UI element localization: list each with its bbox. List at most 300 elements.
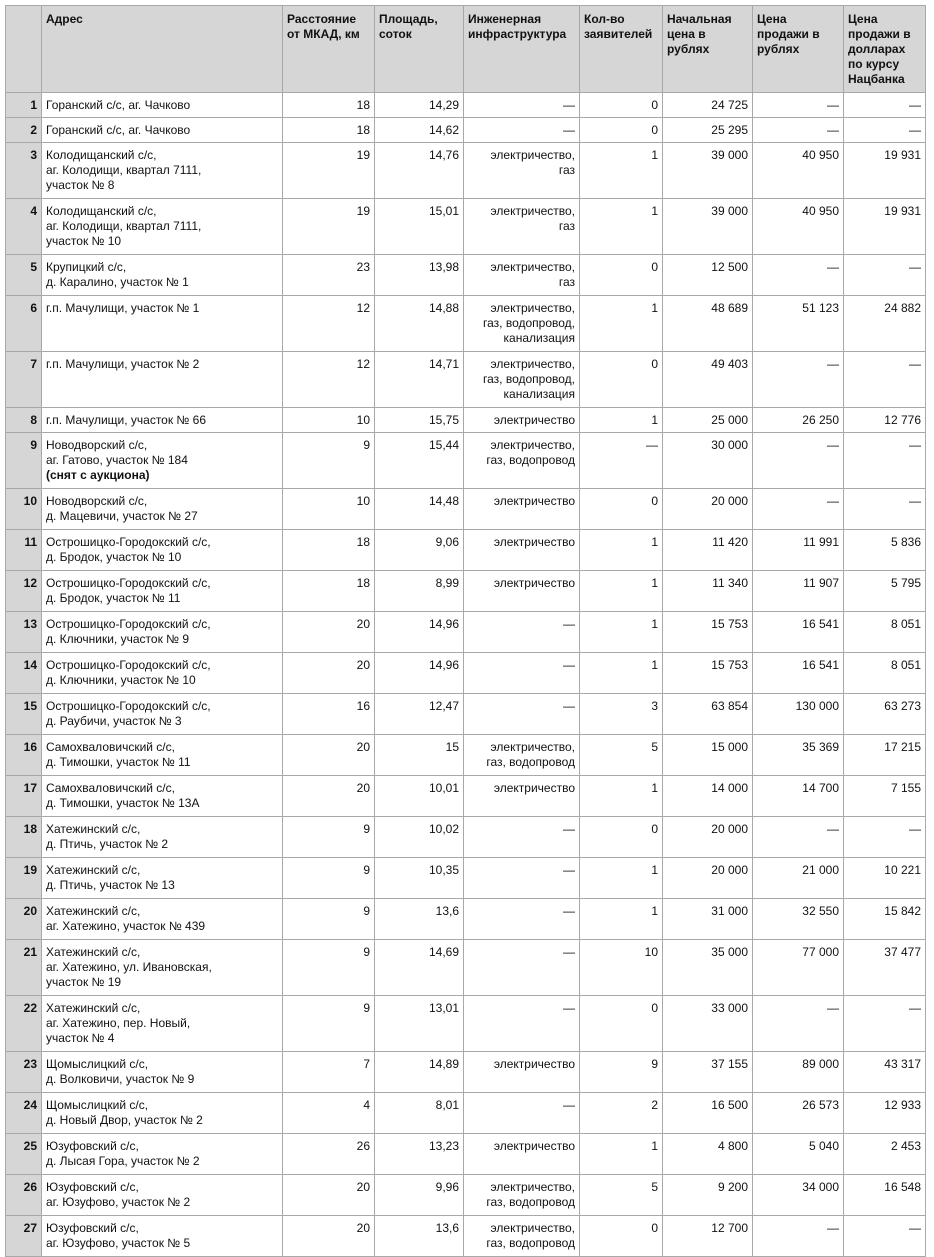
sale-price-byn-cell: 32 550 <box>753 899 844 940</box>
applicants-cell: 2 <box>580 1093 663 1134</box>
sale-price-byn-cell: 89 000 <box>753 1052 844 1093</box>
address-cell <box>42 199 283 255</box>
address-line: д. Новый Двор, участок № 2 <box>46 1113 203 1127</box>
applicants-cell: — <box>580 433 663 489</box>
sale-price-usd-cell: — <box>844 1216 926 1257</box>
sale-price-usd-cell: 8 051 <box>844 653 926 694</box>
start-price-cell: 49 403 <box>663 352 753 408</box>
distance-cell: 20 <box>283 653 375 694</box>
distance-cell: 9 <box>283 940 375 996</box>
header-sale-price-byn: Цена продажи в рублях <box>753 6 844 93</box>
table-row <box>6 1093 926 1134</box>
infrastructure-cell <box>464 899 580 940</box>
infrastructure-line: газ, водопровод <box>486 453 575 467</box>
applicants-cell: 1 <box>580 899 663 940</box>
applicants-cell: 0 <box>580 996 663 1052</box>
table-row <box>6 1175 926 1216</box>
address-line: Хатежинский с/с, <box>46 1001 141 1015</box>
table-row <box>6 996 926 1052</box>
row-index: 17 <box>6 776 42 817</box>
sale-price-byn-cell: 11 991 <box>753 530 844 571</box>
address-cell <box>42 694 283 735</box>
infrastructure-line: — <box>563 945 575 959</box>
address-line: г.п. Мачулищи, участок № 1 <box>46 301 200 315</box>
infrastructure-line: электричество <box>493 413 575 427</box>
table-row <box>6 776 926 817</box>
address-cell <box>42 433 283 489</box>
address-line: д. Тимошки, участок № 13А <box>46 796 200 810</box>
infrastructure-line: электричество <box>493 576 575 590</box>
sale-price-byn-cell: 35 369 <box>753 735 844 776</box>
start-price-cell: 14 000 <box>663 776 753 817</box>
row-index: 23 <box>6 1052 42 1093</box>
start-price-cell: 39 000 <box>663 199 753 255</box>
infrastructure-line: газ, водопровод <box>486 1195 575 1209</box>
address-cell <box>42 612 283 653</box>
row-index: 25 <box>6 1134 42 1175</box>
applicants-cell: 1 <box>580 858 663 899</box>
table-row <box>6 352 926 408</box>
applicants-cell: 1 <box>580 143 663 199</box>
table-row <box>6 1052 926 1093</box>
area-cell: 10,02 <box>375 817 464 858</box>
area-cell: 15 <box>375 735 464 776</box>
address-line: Юзуфовский с/с, <box>46 1139 139 1153</box>
start-price-cell: 4 800 <box>663 1134 753 1175</box>
header-area: Площадь, соток <box>375 6 464 93</box>
area-cell: 10,01 <box>375 776 464 817</box>
area-cell: 10,35 <box>375 858 464 899</box>
address-line: д. Бродок, участок № 11 <box>46 591 181 605</box>
infrastructure-cell <box>464 735 580 776</box>
address-cell <box>42 996 283 1052</box>
distance-cell: 26 <box>283 1134 375 1175</box>
table-row <box>6 296 926 352</box>
address-line: участок № 10 <box>46 234 122 248</box>
applicants-cell: 0 <box>580 1216 663 1257</box>
table-row <box>6 653 926 694</box>
sale-price-usd-cell: 63 273 <box>844 694 926 735</box>
sale-price-usd-cell: 7 155 <box>844 776 926 817</box>
infrastructure-cell <box>464 1052 580 1093</box>
row-index: 2 <box>6 118 42 143</box>
infrastructure-line: электричество <box>493 1057 575 1071</box>
infrastructure-line: электричество, <box>490 1180 575 1194</box>
infrastructure-line: — <box>563 98 575 112</box>
table-row <box>6 255 926 296</box>
header-distance: Расстояние от МКАД, км <box>283 6 375 93</box>
applicants-cell: 0 <box>580 817 663 858</box>
table-header <box>6 6 926 93</box>
start-price-cell: 39 000 <box>663 143 753 199</box>
address-line: аг. Хатежино, пер. Новый, <box>46 1016 191 1030</box>
sale-price-usd-cell: 10 221 <box>844 858 926 899</box>
distance-cell: 9 <box>283 996 375 1052</box>
table-row <box>6 489 926 530</box>
infrastructure-line: — <box>563 617 575 631</box>
infrastructure-line: электричество, <box>490 357 575 371</box>
applicants-cell: 1 <box>580 776 663 817</box>
address-line: аг. Хатежино, участок № 439 <box>46 919 206 933</box>
address-line: участок № 19 <box>46 975 122 989</box>
address-line: д. Мацевичи, участок № 27 <box>46 509 198 523</box>
row-index: 11 <box>6 530 42 571</box>
sale-price-byn-cell: — <box>753 996 844 1052</box>
applicants-cell: 0 <box>580 489 663 530</box>
table-row <box>6 433 926 489</box>
address-line: Горанский с/с, аг. Чачково <box>46 123 191 137</box>
table-row <box>6 93 926 118</box>
start-price-cell: 25 000 <box>663 408 753 433</box>
address-cell <box>42 530 283 571</box>
address-cell <box>42 93 283 118</box>
infrastructure-cell <box>464 296 580 352</box>
header-start-price: Начальная цена в рублях <box>663 6 753 93</box>
infrastructure-line: электричество, <box>490 148 575 162</box>
sale-price-byn-cell: — <box>753 93 844 118</box>
address-line: Юзуфовский с/с, <box>46 1221 139 1235</box>
area-cell: 12,47 <box>375 694 464 735</box>
applicants-cell: 0 <box>580 93 663 118</box>
address-cell <box>42 653 283 694</box>
distance-cell: 23 <box>283 255 375 296</box>
address-cell <box>42 940 283 996</box>
area-cell: 13,6 <box>375 1216 464 1257</box>
sale-price-usd-cell: 15 842 <box>844 899 926 940</box>
sale-price-byn-cell: 40 950 <box>753 143 844 199</box>
address-cell <box>42 1216 283 1257</box>
infrastructure-line: газ, водопровод, <box>483 372 575 386</box>
table-row <box>6 199 926 255</box>
land-auction-table <box>5 5 926 1257</box>
distance-cell: 9 <box>283 433 375 489</box>
sale-price-byn-cell: 16 541 <box>753 653 844 694</box>
address-line: г.п. Мачулищи, участок № 66 <box>46 413 206 427</box>
address-line: д. Лысая Гора, участок № 2 <box>46 1154 200 1168</box>
address-line: Самохваловичский с/с, <box>46 740 175 754</box>
sale-price-usd-cell: 16 548 <box>844 1175 926 1216</box>
address-cell <box>42 255 283 296</box>
address-line: Колодищанский с/с, <box>46 148 157 162</box>
sale-price-usd-cell: — <box>844 255 926 296</box>
address-note: (снят с аукциона) <box>46 468 150 482</box>
row-index: 18 <box>6 817 42 858</box>
distance-cell: 10 <box>283 408 375 433</box>
address-cell <box>42 776 283 817</box>
infrastructure-line: — <box>563 904 575 918</box>
table-row <box>6 899 926 940</box>
infrastructure-line: электричество, <box>490 301 575 315</box>
row-index: 21 <box>6 940 42 996</box>
row-index: 16 <box>6 735 42 776</box>
address-line: участок № 4 <box>46 1031 115 1045</box>
area-cell: 14,29 <box>375 93 464 118</box>
applicants-cell: 1 <box>580 1134 663 1175</box>
infrastructure-line: газ, водопровод <box>486 1236 575 1250</box>
area-cell: 14,96 <box>375 653 464 694</box>
area-cell: 13,98 <box>375 255 464 296</box>
address-line: Хатежинский с/с, <box>46 863 141 877</box>
header-infrastructure: Инженерная инфраструктура <box>464 6 580 93</box>
start-price-cell: 9 200 <box>663 1175 753 1216</box>
address-line: Хатежинский с/с, <box>46 945 141 959</box>
infrastructure-cell <box>464 489 580 530</box>
sale-price-usd-cell: 12 776 <box>844 408 926 433</box>
address-cell <box>42 489 283 530</box>
area-cell: 14,89 <box>375 1052 464 1093</box>
table-row <box>6 571 926 612</box>
address-cell <box>42 296 283 352</box>
row-index: 9 <box>6 433 42 489</box>
row-index: 12 <box>6 571 42 612</box>
sale-price-usd-cell: 17 215 <box>844 735 926 776</box>
infrastructure-cell <box>464 612 580 653</box>
start-price-cell: 11 420 <box>663 530 753 571</box>
infrastructure-cell <box>464 93 580 118</box>
table-row <box>6 735 926 776</box>
infrastructure-line: — <box>563 863 575 877</box>
row-index: 15 <box>6 694 42 735</box>
sale-price-usd-cell: — <box>844 489 926 530</box>
infrastructure-line: электричество, <box>490 260 575 274</box>
address-cell <box>42 143 283 199</box>
address-line: д. Бродок, участок № 10 <box>46 550 182 564</box>
table-row <box>6 408 926 433</box>
address-cell <box>42 352 283 408</box>
infrastructure-cell <box>464 199 580 255</box>
sale-price-usd-cell: 43 317 <box>844 1052 926 1093</box>
start-price-cell: 33 000 <box>663 996 753 1052</box>
start-price-cell: 20 000 <box>663 489 753 530</box>
sale-price-byn-cell: — <box>753 489 844 530</box>
distance-cell: 18 <box>283 571 375 612</box>
sale-price-usd-cell: 19 931 <box>844 199 926 255</box>
address-cell <box>42 571 283 612</box>
sale-price-usd-cell: — <box>844 118 926 143</box>
distance-cell: 20 <box>283 776 375 817</box>
infrastructure-line: канализация <box>503 387 575 401</box>
applicants-cell: 1 <box>580 408 663 433</box>
address-line: д. Волковичи, участок № 9 <box>46 1072 195 1086</box>
table-row <box>6 858 926 899</box>
address-line: д. Тимошки, участок № 11 <box>46 755 191 769</box>
start-price-cell: 24 725 <box>663 93 753 118</box>
table-row <box>6 1216 926 1257</box>
area-cell: 9,06 <box>375 530 464 571</box>
sale-price-usd-cell: — <box>844 352 926 408</box>
address-cell <box>42 1134 283 1175</box>
address-line: д. Каралино, участок № 1 <box>46 275 189 289</box>
distance-cell: 18 <box>283 93 375 118</box>
infrastructure-cell <box>464 408 580 433</box>
address-line: Колодищанский с/с, <box>46 204 157 218</box>
address-line: Острошицко-Городокский с/с, <box>46 576 211 590</box>
area-cell: 15,01 <box>375 199 464 255</box>
area-cell: 14,96 <box>375 612 464 653</box>
applicants-cell: 9 <box>580 1052 663 1093</box>
area-cell: 15,44 <box>375 433 464 489</box>
start-price-cell: 30 000 <box>663 433 753 489</box>
sale-price-byn-cell: 5 040 <box>753 1134 844 1175</box>
sale-price-byn-cell: 26 573 <box>753 1093 844 1134</box>
address-line: Горанский с/с, аг. Чачково <box>46 98 191 112</box>
infrastructure-line: газ, водопровод <box>486 755 575 769</box>
infrastructure-line: электричество <box>493 494 575 508</box>
sale-price-byn-cell: 77 000 <box>753 940 844 996</box>
table-row <box>6 817 926 858</box>
address-line: аг. Хатежино, ул. Ивановская, <box>46 960 212 974</box>
start-price-cell: 12 700 <box>663 1216 753 1257</box>
area-cell: 14,88 <box>375 296 464 352</box>
area-cell: 14,62 <box>375 118 464 143</box>
infrastructure-line: электричество, <box>490 740 575 754</box>
infrastructure-line: газ, водопровод, <box>483 316 575 330</box>
row-index: 5 <box>6 255 42 296</box>
address-line: аг. Юзуфово, участок № 2 <box>46 1195 191 1209</box>
applicants-cell: 1 <box>580 612 663 653</box>
address-line: Острошицко-Городокский с/с, <box>46 658 211 672</box>
infrastructure-cell <box>464 433 580 489</box>
distance-cell: 19 <box>283 143 375 199</box>
address-line: Хатежинский с/с, <box>46 822 141 836</box>
infrastructure-line: — <box>563 1001 575 1015</box>
sale-price-byn-cell: — <box>753 1216 844 1257</box>
applicants-cell: 0 <box>580 352 663 408</box>
area-cell: 14,48 <box>375 489 464 530</box>
sale-price-usd-cell: 2 453 <box>844 1134 926 1175</box>
infrastructure-cell <box>464 255 580 296</box>
applicants-cell: 10 <box>580 940 663 996</box>
start-price-cell: 20 000 <box>663 858 753 899</box>
start-price-cell: 20 000 <box>663 817 753 858</box>
address-line: Щомыслицкий с/с, <box>46 1057 149 1071</box>
infrastructure-cell <box>464 776 580 817</box>
infrastructure-cell <box>464 143 580 199</box>
sale-price-usd-cell: — <box>844 93 926 118</box>
applicants-cell: 1 <box>580 571 663 612</box>
row-index: 3 <box>6 143 42 199</box>
row-index: 27 <box>6 1216 42 1257</box>
area-cell: 13,23 <box>375 1134 464 1175</box>
table-row <box>6 612 926 653</box>
applicants-cell: 1 <box>580 296 663 352</box>
sale-price-byn-cell: 21 000 <box>753 858 844 899</box>
infrastructure-cell <box>464 996 580 1052</box>
applicants-cell: 1 <box>580 653 663 694</box>
row-index: 19 <box>6 858 42 899</box>
address-line: Острошицко-Городокский с/с, <box>46 699 211 713</box>
address-line: д. Ключники, участок № 10 <box>46 673 196 687</box>
address-cell <box>42 1052 283 1093</box>
infrastructure-cell <box>464 530 580 571</box>
sale-price-byn-cell: 40 950 <box>753 199 844 255</box>
distance-cell: 9 <box>283 817 375 858</box>
sale-price-usd-cell: 19 931 <box>844 143 926 199</box>
infrastructure-line: электричество <box>493 1139 575 1153</box>
infrastructure-line: газ <box>558 275 575 289</box>
address-line: д. Ключники, участок № 9 <box>46 632 190 646</box>
start-price-cell: 12 500 <box>663 255 753 296</box>
sale-price-usd-cell: — <box>844 996 926 1052</box>
distance-cell: 20 <box>283 1175 375 1216</box>
address-cell <box>42 1093 283 1134</box>
infrastructure-cell <box>464 1093 580 1134</box>
address-cell <box>42 858 283 899</box>
table-row <box>6 143 926 199</box>
table-row <box>6 694 926 735</box>
sale-price-byn-cell: 34 000 <box>753 1175 844 1216</box>
address-line: аг. Колодищи, квартал 7111, <box>46 219 202 233</box>
area-cell: 9,96 <box>375 1175 464 1216</box>
sale-price-usd-cell: 8 051 <box>844 612 926 653</box>
start-price-cell: 48 689 <box>663 296 753 352</box>
sale-price-usd-cell: — <box>844 817 926 858</box>
start-price-cell: 11 340 <box>663 571 753 612</box>
address-line: д. Птичь, участок № 2 <box>46 837 169 851</box>
applicants-cell: 5 <box>580 1175 663 1216</box>
area-cell: 8,01 <box>375 1093 464 1134</box>
start-price-cell: 35 000 <box>663 940 753 996</box>
infrastructure-line: электричество <box>493 781 575 795</box>
infrastructure-line: электричество, <box>490 438 575 452</box>
infrastructure-line: — <box>563 1098 575 1112</box>
area-cell: 15,75 <box>375 408 464 433</box>
distance-cell: 20 <box>283 735 375 776</box>
header-index <box>6 6 42 93</box>
row-index: 26 <box>6 1175 42 1216</box>
distance-cell: 10 <box>283 489 375 530</box>
sale-price-byn-cell: — <box>753 433 844 489</box>
address-line: Хатежинский с/с, <box>46 904 141 918</box>
start-price-cell: 37 155 <box>663 1052 753 1093</box>
row-index: 22 <box>6 996 42 1052</box>
infrastructure-line: электричество <box>493 535 575 549</box>
address-line: аг. Гатово, участок № 184 <box>46 453 188 467</box>
infrastructure-cell <box>464 1216 580 1257</box>
address-line: г.п. Мачулищи, участок № 2 <box>46 357 200 371</box>
table-row <box>6 118 926 143</box>
infrastructure-cell <box>464 1134 580 1175</box>
row-index: 4 <box>6 199 42 255</box>
infrastructure-cell <box>464 694 580 735</box>
header-applicants: Кол-во заявителей <box>580 6 663 93</box>
address-line: д. Птичь, участок № 13 <box>46 878 175 892</box>
address-cell <box>42 1175 283 1216</box>
sale-price-byn-cell: — <box>753 118 844 143</box>
sale-price-byn-cell: 26 250 <box>753 408 844 433</box>
row-index: 8 <box>6 408 42 433</box>
sale-price-usd-cell: 37 477 <box>844 940 926 996</box>
address-line: Новодворский с/с, <box>46 494 148 508</box>
sale-price-byn-cell: — <box>753 352 844 408</box>
table-row <box>6 940 926 996</box>
infrastructure-line: — <box>563 822 575 836</box>
sale-price-usd-cell: 5 836 <box>844 530 926 571</box>
applicants-cell: 1 <box>580 199 663 255</box>
row-index: 14 <box>6 653 42 694</box>
area-cell: 8,99 <box>375 571 464 612</box>
distance-cell: 9 <box>283 899 375 940</box>
row-index: 1 <box>6 93 42 118</box>
infrastructure-cell <box>464 858 580 899</box>
sale-price-byn-cell: — <box>753 817 844 858</box>
distance-cell: 20 <box>283 1216 375 1257</box>
start-price-cell: 15 753 <box>663 653 753 694</box>
start-price-cell: 25 295 <box>663 118 753 143</box>
sale-price-byn-cell: 51 123 <box>753 296 844 352</box>
infrastructure-cell <box>464 817 580 858</box>
distance-cell: 12 <box>283 296 375 352</box>
